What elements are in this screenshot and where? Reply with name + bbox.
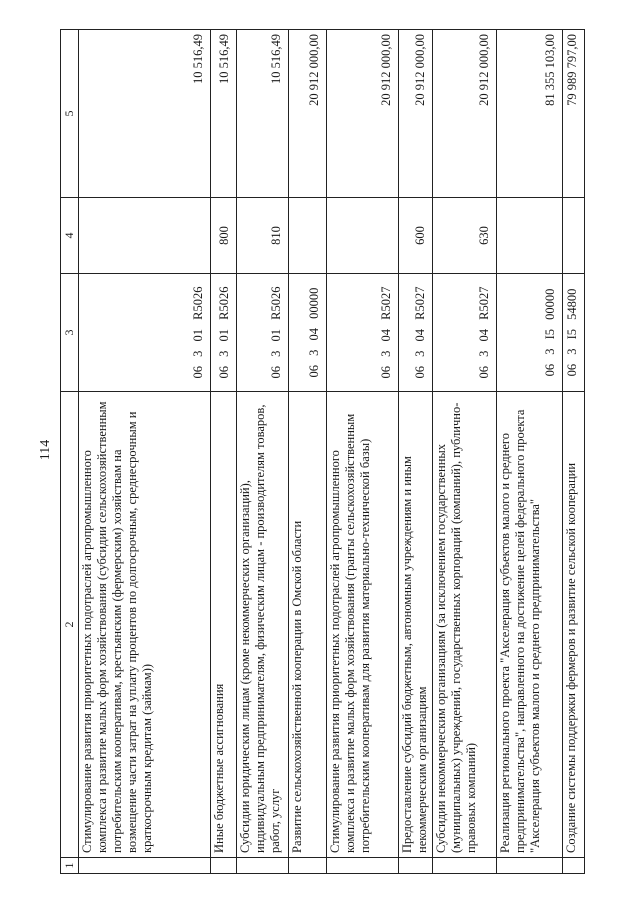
- row-expense-type: 810: [237, 198, 289, 274]
- row-code: 06 3 01 R5026: [79, 274, 211, 392]
- row-amount: 10 516,49: [237, 30, 289, 198]
- row-amount: 10 516,49: [79, 30, 211, 198]
- table-row: [211, 30, 237, 874]
- table-row: [289, 30, 327, 874]
- row-amount: 20 912 000,00: [289, 30, 327, 198]
- header-col-3: 3: [61, 274, 79, 392]
- table-row: [563, 30, 585, 874]
- row-code: 06 3 04 R5027: [433, 274, 497, 392]
- row-number: [563, 858, 585, 874]
- row-name: Реализация регионального проекта "Акселерация субъектов малого и среднего предпринимательства", направленного на достижение целей федерального проекта "Акселерация субъектов малого и среднего предпринимательства": [497, 392, 563, 858]
- row-code: 06 3 01 R5026: [211, 274, 237, 392]
- row-number: [79, 858, 211, 874]
- row-expense-type: [497, 198, 563, 274]
- header-row: [61, 30, 79, 874]
- row-expense-type: [563, 198, 585, 274]
- row-expense-type: [289, 198, 327, 274]
- row-name: Стимулирование развития приоритетных подотраслей агропромышленного комплекса и развитие малых форм хозяйствования (гранты сельскохозяйственным потребительским кооперативам для развития материально-технической базы): [327, 392, 399, 858]
- row-name: Предоставление субсидий бюджетным, автономным учреждениям и иным некоммерческим организациям: [399, 392, 433, 858]
- row-name: Субсидии некоммерческим организациям (за исключением государственных (муниципальных) учреждений, государственных корпораций (компаний), публично-правовых компаний): [433, 392, 497, 858]
- row-number: [433, 858, 497, 874]
- table-row: [399, 30, 433, 874]
- row-expense-type: 630: [433, 198, 497, 274]
- row-number: [289, 858, 327, 874]
- row-amount: 10 516,49: [211, 30, 237, 198]
- row-name: Стимулирование развития приоритетных подотраслей агропромышленного комплекса и развитие малых форм хозяйствования (субсидии сельскохозяйственным потребительским кооперативам, крестьянским (фермерским) хозяйствам на возмещение части затрат на уплату процентов по долгосрочным, среднесрочным и краткосрочным кредитам (займам)): [79, 392, 211, 858]
- table-row: [433, 30, 497, 874]
- row-number: [327, 858, 399, 874]
- row-amount: 20 912 000,00: [399, 30, 433, 198]
- row-name: Иные бюджетные ассигнования: [211, 392, 237, 858]
- row-code: 06 3 04 00000: [289, 274, 327, 392]
- budget-table-rotated: [60, 30, 580, 874]
- row-expense-type: [327, 198, 399, 274]
- row-number: [497, 858, 563, 874]
- table-row: [327, 30, 399, 874]
- row-amount: 20 912 000,00: [433, 30, 497, 198]
- budget-table: [60, 29, 585, 874]
- header-col-1: 1: [61, 858, 79, 874]
- row-number: [399, 858, 433, 874]
- row-number: [211, 858, 237, 874]
- row-name: Создание системы поддержки фермеров и развитие сельской кооперации: [563, 392, 585, 858]
- row-expense-type: 800: [211, 198, 237, 274]
- row-expense-type: [79, 198, 211, 274]
- table-row: [497, 30, 563, 874]
- row-code: 06 3 04 R5027: [399, 274, 433, 392]
- row-amount: 81 355 103,00: [497, 30, 563, 198]
- row-name: Развитие сельскохозяйственной кооперации в Омской области: [289, 392, 327, 858]
- row-code: 06 3 I5 00000: [497, 274, 563, 392]
- header-col-5: 5: [61, 30, 79, 198]
- header-col-2: 2: [61, 392, 79, 858]
- row-amount: 79 989 797,00: [563, 30, 585, 198]
- row-amount: 20 912 000,00: [327, 30, 399, 198]
- row-code: 06 3 I5 54800: [563, 274, 585, 392]
- row-name: Субсидии юридическим лицам (кроме некоммерческих организаций), индивидуальным предпринимателям, физическим лицам - производителям товаров, работ, услуг: [237, 392, 289, 858]
- table-row: [79, 30, 211, 874]
- page-number: 114: [38, 439, 54, 461]
- table-row: [237, 30, 289, 874]
- row-code: 06 3 01 R5026: [237, 274, 289, 392]
- row-expense-type: 600: [399, 198, 433, 274]
- row-code: 06 3 04 R5027: [327, 274, 399, 392]
- header-col-4: 4: [61, 198, 79, 274]
- row-number: [237, 858, 289, 874]
